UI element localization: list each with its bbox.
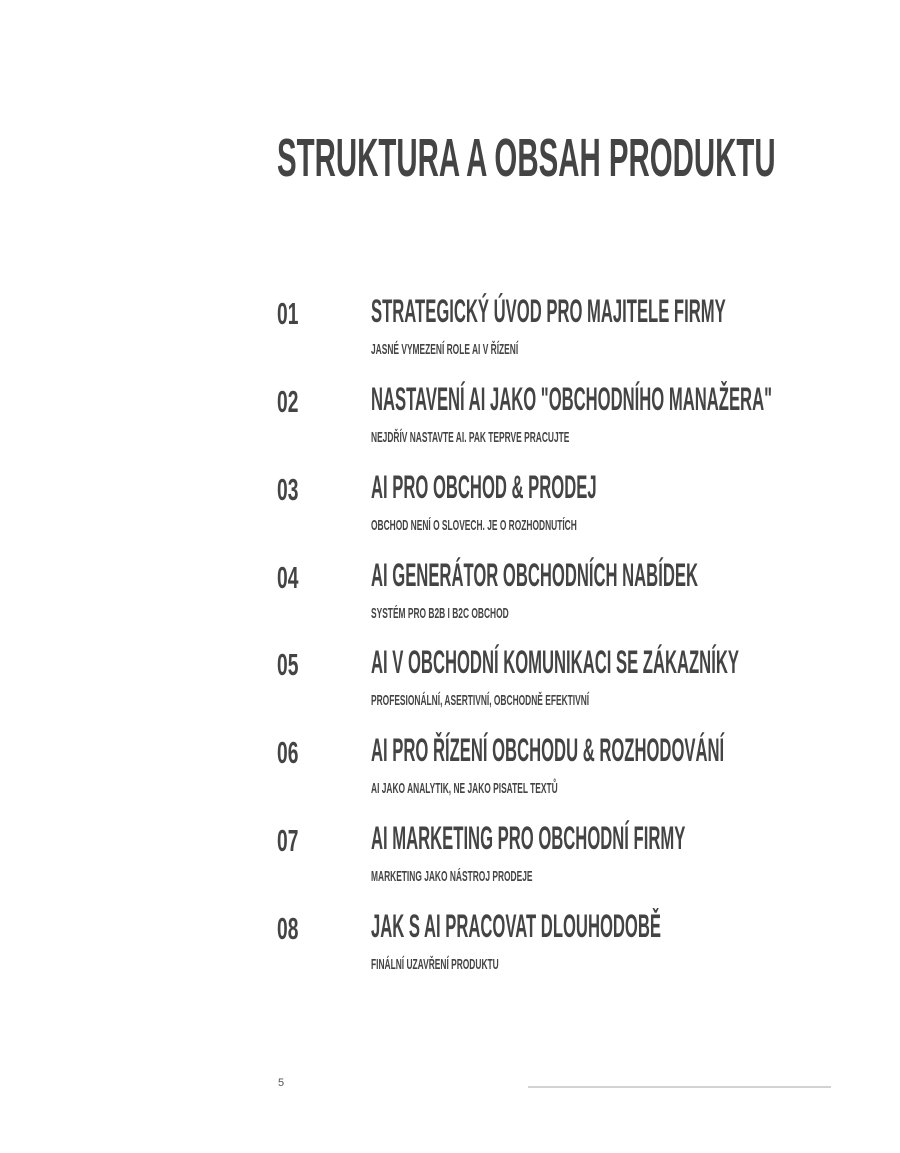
item-number: 07	[277, 823, 299, 858]
page-number: 5	[278, 1077, 285, 1089]
item-subtitle: MARKETING JAKO NÁSTROJ PRODEJE	[371, 868, 533, 885]
item-subtitle: JASNÉ VYMEZENÍ ROLE AI V ŘÍZENÍ	[371, 341, 519, 358]
page-title: STRUKTURA A OBSAH PRODUKTU	[277, 128, 776, 188]
item-subtitle: SYSTÉM PRO B2B I B2C OBCHOD	[371, 605, 509, 622]
toc-item-05	[0, 644, 900, 737]
item-heading: AI PRO OBCHOD & PRODEJ	[371, 469, 597, 505]
toc-item-04	[0, 557, 900, 650]
item-heading: STRATEGICKÝ ÚVOD PRO MAJITELE FIRMY	[371, 293, 726, 329]
toc-item-08	[0, 908, 900, 1001]
item-number: 08	[277, 911, 299, 946]
item-number: 02	[277, 384, 299, 419]
item-subtitle: NEJDŘÍV NASTAVTE AI. PAK TEPRVE PRACUJTE	[371, 429, 570, 446]
toc-item-01	[0, 293, 900, 386]
item-heading: JAK S AI PRACOVAT DLOUHODOBĚ	[371, 908, 661, 944]
item-subtitle: OBCHOD NENÍ O SLOVECH. JE O ROZHODNUTÍCH	[371, 517, 577, 534]
item-number: 01	[277, 296, 299, 331]
footer-divider	[528, 1086, 831, 1088]
item-number: 06	[277, 735, 299, 770]
item-heading: AI MARKETING PRO OBCHODNÍ FIRMY	[371, 820, 686, 856]
item-heading: AI V OBCHODNÍ KOMUNIKACI SE ZÁKAZNÍKY	[371, 644, 739, 680]
item-heading: AI GENERÁTOR OBCHODNÍCH NABÍDEK	[371, 557, 698, 593]
item-heading: AI PRO ŘÍZENÍ OBCHODU & ROZHODOVÁNÍ	[371, 732, 725, 768]
toc-item-02	[0, 381, 900, 474]
item-number: 04	[277, 560, 299, 595]
item-number: 05	[277, 647, 299, 682]
toc-item-06	[0, 732, 900, 825]
item-subtitle: AI JAKO ANALYTIK, NE JAKO PISATEL TEXTŮ	[371, 780, 558, 797]
item-number: 03	[277, 472, 299, 507]
item-heading: NASTAVENÍ AI JAKO "OBCHODNÍHO MANAŽERA"	[371, 381, 772, 417]
toc-item-03	[0, 469, 900, 562]
toc-item-07	[0, 820, 900, 913]
item-subtitle: PROFESIONÁLNÍ, ASERTIVNÍ, OBCHODNĚ EFEKTIVNÍ	[371, 692, 590, 709]
item-subtitle: FINÁLNÍ UZAVŘENÍ PRODUKTU	[371, 956, 499, 973]
